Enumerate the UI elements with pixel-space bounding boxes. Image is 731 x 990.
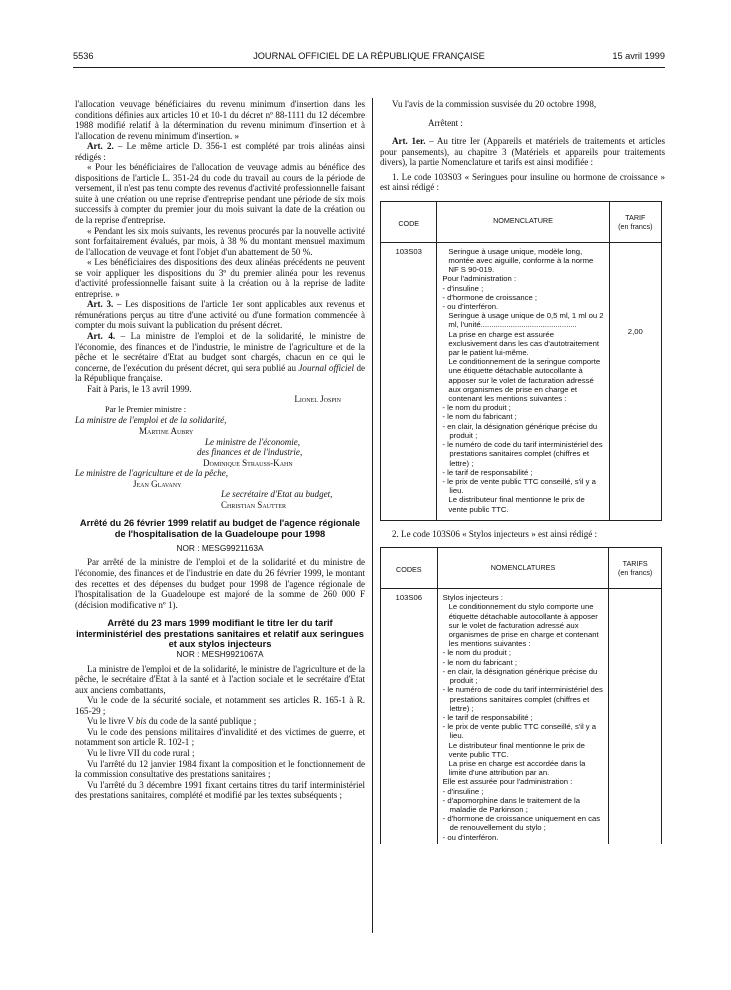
- line: - d'insuline ;: [442, 786, 484, 796]
- paragraph: « Les bénéficiaires des dispositions des deux alinéas précédents ne peuvent se voir appliquer les dispositions du 3º du premier alinéa pour les revenus d'activité professionnelle faisant suite à la création ou à la reprise de ladite entreprise. »: [75, 257, 365, 299]
- column-header-tarif: [609, 548, 662, 589]
- text: bis: [135, 716, 147, 727]
- done-at: Fait à Paris, le 13 avril 1999.: [87, 383, 192, 394]
- paragraph: Vu le code des pensions militaires d'invalidité et des victimes de guerre, et notamment son article R. 102-1 ;: [75, 726, 365, 748]
- paragraph: Vu le livre VII du code rural ;: [87, 748, 195, 759]
- line: - d'apomorphine dans le traitement de la maladie de Parkinson ;: [442, 795, 580, 814]
- decree-title: Arrêté du 26 février 1999 relatif au budget de l'agence régionale de l'hospitalisation de la Guadeloupe pour 1998: [79, 518, 361, 539]
- tarif-label: TARIFS: [622, 559, 648, 569]
- article-label: Art. 1er.: [392, 136, 426, 147]
- line: - le nom du fabricant ;: [442, 412, 517, 422]
- article-4: [75, 331, 365, 384]
- paragraph: Vu l'avis de la commission susvisée du 20 octobre 1998,: [392, 99, 597, 109]
- article-label: Art. 3.: [87, 299, 114, 310]
- column-header-code: CODES: [381, 548, 438, 589]
- line: - le prix de vente public TTC conseillé, s'il y a lieu.: [442, 722, 597, 741]
- nor-reference: NOR : MESH9921067A: [176, 649, 264, 660]
- article-3: [75, 299, 365, 331]
- arretent: Arrêtent :: [428, 117, 463, 128]
- column-header-nomenclature: NOMENCLATURE: [437, 201, 609, 242]
- line: Le distributeur final mentionne le prix de vente public TTC.: [448, 740, 585, 759]
- column-header-code: CODE: [381, 201, 437, 242]
- line: Le conditionnement de la seringue comporte une étiquette détachable autocollante à apposer sur le volet de facturation adressé aux organismes de prise en charge et contenant les mentions suivantes :: [448, 357, 601, 404]
- article-text: – La ministre de l'emploi et de la solidarité, le ministre de l'économie, des finances et de l'industrie, le ministre de l'agriculture et de la pêche et le secrétaire d'Etat au budget sont chargés, chacun en ce qui le concerne, de l'exécution du présent décret, qui sera publié au: [75, 331, 366, 373]
- tarif-unit: (en francs): [618, 221, 653, 231]
- article-1: [380, 136, 665, 168]
- tariff-table-1: [380, 201, 662, 521]
- line: - d'insuline ;: [442, 283, 484, 293]
- line: Seringue à usage unique de 0,5 ml, 1 ml ou 2 ml, l'unité.............................................: [448, 311, 604, 330]
- decree-title: Arrêté du 23 mars 1999 modifiant le titre Ier du tarif interministériel des prestations sanitaires et relatif aux seringues et aux stylos injecteurs: [76, 618, 364, 649]
- minister-title: Le ministre de l'économie,: [205, 436, 301, 447]
- text: du code de la santé publique ;: [146, 716, 257, 727]
- line: - en clair, la désignation générique précise du produit ;: [442, 421, 598, 440]
- line: La prise en charge est assurée exclusivement dans les cas d'autotraitement par le patient lui-même.: [448, 329, 600, 358]
- article-text: – Au titre Ier (Appareils et matériels de traitements et articles pour pansements), au chapitre 3 (Matériels et appareils pour traitements divers), la partie Nomenclature et tarifs est ainsi modifiée :: [380, 136, 665, 168]
- nor-reference: NOR : MESG9921163A: [176, 542, 264, 553]
- minister-title: Le ministre de l'agriculture et de la pêche,: [75, 468, 229, 479]
- code-cell: 103S06: [381, 589, 438, 844]
- journal-ref: Journal officiel: [298, 362, 355, 373]
- right-column: [380, 99, 665, 844]
- minister-name: Jean Glavany: [133, 478, 182, 489]
- tarif-unit: (en francs): [617, 568, 653, 578]
- page-header: [73, 51, 665, 65]
- paragraph: Vu l'arrêté du 12 janvier 1984 fixant la composition et le fonctionnement de la commission consultative des prestations sanitaires ;: [75, 758, 365, 780]
- line: - ou d'interféron.: [442, 832, 499, 842]
- left-column: [75, 99, 365, 801]
- article-text: de la République française.: [75, 362, 365, 384]
- line: - le tarif de responsabilité ;: [442, 712, 533, 722]
- line: - le prix de vente public TTC conseillé, s'il y a lieu.: [442, 476, 596, 496]
- tarif-label: TARIF: [625, 212, 646, 222]
- line: - le tarif de responsabilité ;: [442, 467, 533, 477]
- minister-name: Christian Sautter: [221, 499, 286, 510]
- line: - d'hormone de croissance ;: [442, 292, 538, 302]
- paragraph: « Pendant les six mois suivants, les revenus procurés par la nouvelle activité sont forfaitairement évalués, par mois, à 38 % du montant mensuel maximum de l'allocation de veuvage et font l'objet d'un abattement de 50 %.: [75, 225, 365, 257]
- line: Le distributeur final mentionne le prix de vente public TTC.: [448, 495, 585, 514]
- header-rule: [73, 67, 665, 68]
- line: Pour l'administration :: [442, 274, 517, 284]
- column-separator: [372, 98, 373, 933]
- tarif-cell: [609, 589, 662, 844]
- line: Stylos injecteurs :: [442, 593, 503, 603]
- article-label: Art. 4.: [87, 331, 116, 342]
- line: - le numéro de code du tarif interministériel des prestations sanitaires complet (chiffres et lettre) ;: [442, 685, 603, 713]
- article-text: – Les dispositions de l'article 1er sont applicables aux revenus et rémunérations perçus au titre d'une activité ou d'une formation commencée à compter du mois suivant la publication du présent décret.: [75, 299, 365, 331]
- code-cell: 103S03: [381, 242, 437, 520]
- paragraph: La ministre de l'emploi et de la solidarité, le ministre de l'agriculture et de la pêche, le secrétaire d'Etat à la santé et à l'action sociale et le secrétaire d'Etat aux anciens combattants,: [75, 663, 365, 695]
- journal-title: JOURNAL OFFICIEL DE LA RÉPUBLIQUE FRANÇAISE: [253, 51, 485, 61]
- line: - le numéro de code du tarif interministériel des prestations sanitaires complet (chiffres et lettre) ;: [442, 440, 603, 468]
- table-row: [381, 589, 662, 844]
- tariff-table-2: [380, 547, 662, 843]
- table-row: [381, 242, 662, 520]
- item-1: 1. Le code 103S03 « Seringues pour insuline ou hormone de croissance » est ainsi rédigé :: [380, 171, 665, 193]
- page-number: 5536: [73, 51, 94, 61]
- minister-title: Le secrétaire d'Etat au budget,: [221, 489, 333, 500]
- line: - le nom du fabricant ;: [442, 657, 517, 667]
- line: - le nom du produit ;: [442, 403, 511, 413]
- item-2: 2. Le code 103S06 « Stylos injecteurs » est ainsi rédigé :: [392, 528, 598, 539]
- article-text: – Le même article D. 356-1 est complété par trois alinéas ainsi rédigés :: [75, 141, 366, 162]
- line: - le nom du produit ;: [442, 648, 511, 658]
- by-prime-minister: Par le Premier ministre :: [105, 404, 187, 414]
- nomenclature-cell: [437, 589, 609, 844]
- minister-name: Martine Aubry: [139, 425, 194, 436]
- tarif-cell: 2,00: [609, 242, 661, 520]
- paragraph: l'allocation veuvage bénéficiaires du revenu minimum d'insertion dans les conditions définies aux articles 10 et 10-1 du décret nº 88-1111 du 12 décembre 1988 modifié relatif à la détermination du revenu minimum d'insertion et à l'allocation de revenu minimum d'insertion. »: [75, 99, 365, 141]
- table-header-row: [381, 548, 662, 589]
- line: - d'hormone de croissance uniquement en cas de renouvellement du stylo ;: [442, 814, 601, 833]
- column-header-tarif: [609, 201, 661, 242]
- issue-date: 15 avril 1999: [612, 51, 665, 61]
- paragraph: Vu le code de la sécurité sociale, et notamment ses articles R. 165-1 à R. 165-29 ;: [75, 695, 365, 716]
- paragraph: « Pour les bénéficiaires de l'allocation de veuvage admis au bénéfice des dispositions de l'article L. 351-24 du code du travail au cours de la période de versement, il n'est pas tenu compte des revenus d'activité professionnelle faisant suite à une création ou une reprise d'entreprise pendant une période de six mois successifs à compter du premier jour du mois suivant la date de la création ou de la reprise d'entreprise.: [75, 162, 365, 226]
- paragraph: [75, 716, 365, 727]
- article-2: [75, 141, 365, 162]
- paragraph: Vu l'arrêté du 3 décembre 1991 fixant certains titres du tarif interministériel des prestations sanitaires, complété et modifié par les textes subséquents ;: [75, 779, 365, 801]
- minister-title: La ministre de l'emploi et de la solidarité,: [75, 415, 227, 426]
- line: Le conditionnement du stylo comporte une étiquette détachable autocollante à apposer sur le volet de facturation adressé aux organismes de prise en charge et contenant les mentions suivantes :: [448, 602, 599, 649]
- table-header-row: [381, 201, 662, 242]
- paragraph: Par arrêté de la ministre de l'emploi et de la solidarité et du ministre de l'économie, des finances et de l'industrie en date du 26 février 1999, le montant des recettes et des dépenses du budget pour 1998 de l'agence régionale de l'hospitalisation de la Guadeloupe est majoré de la somme de 260 000 F (décision modificative nº 1).: [75, 557, 365, 610]
- line: La prise en charge est accordée dans la limite d'une attribution par an.: [448, 758, 586, 778]
- line: - en clair, la désignation générique précise du produit ;: [442, 666, 598, 686]
- signatory-pm: Lionel Jospin: [294, 394, 341, 405]
- text: Vu le livre V: [87, 716, 136, 727]
- line: - ou d'interféron.: [442, 302, 499, 312]
- line: Elle est assurée pour l'administration :: [442, 777, 573, 787]
- article-label: Art. 2.: [87, 141, 114, 152]
- minister-name: Dominique Strauss-Kahn: [203, 457, 293, 468]
- line: Seringue à usage unique, modèle long, montée avec aiguille, conforme à la norme NF S 90-019.: [448, 246, 594, 275]
- nomenclature-cell: [437, 242, 609, 520]
- minister-title: des finances et de l'industrie,: [197, 447, 303, 458]
- column-header-nomenclature: NOMENCLATURES: [437, 548, 609, 589]
